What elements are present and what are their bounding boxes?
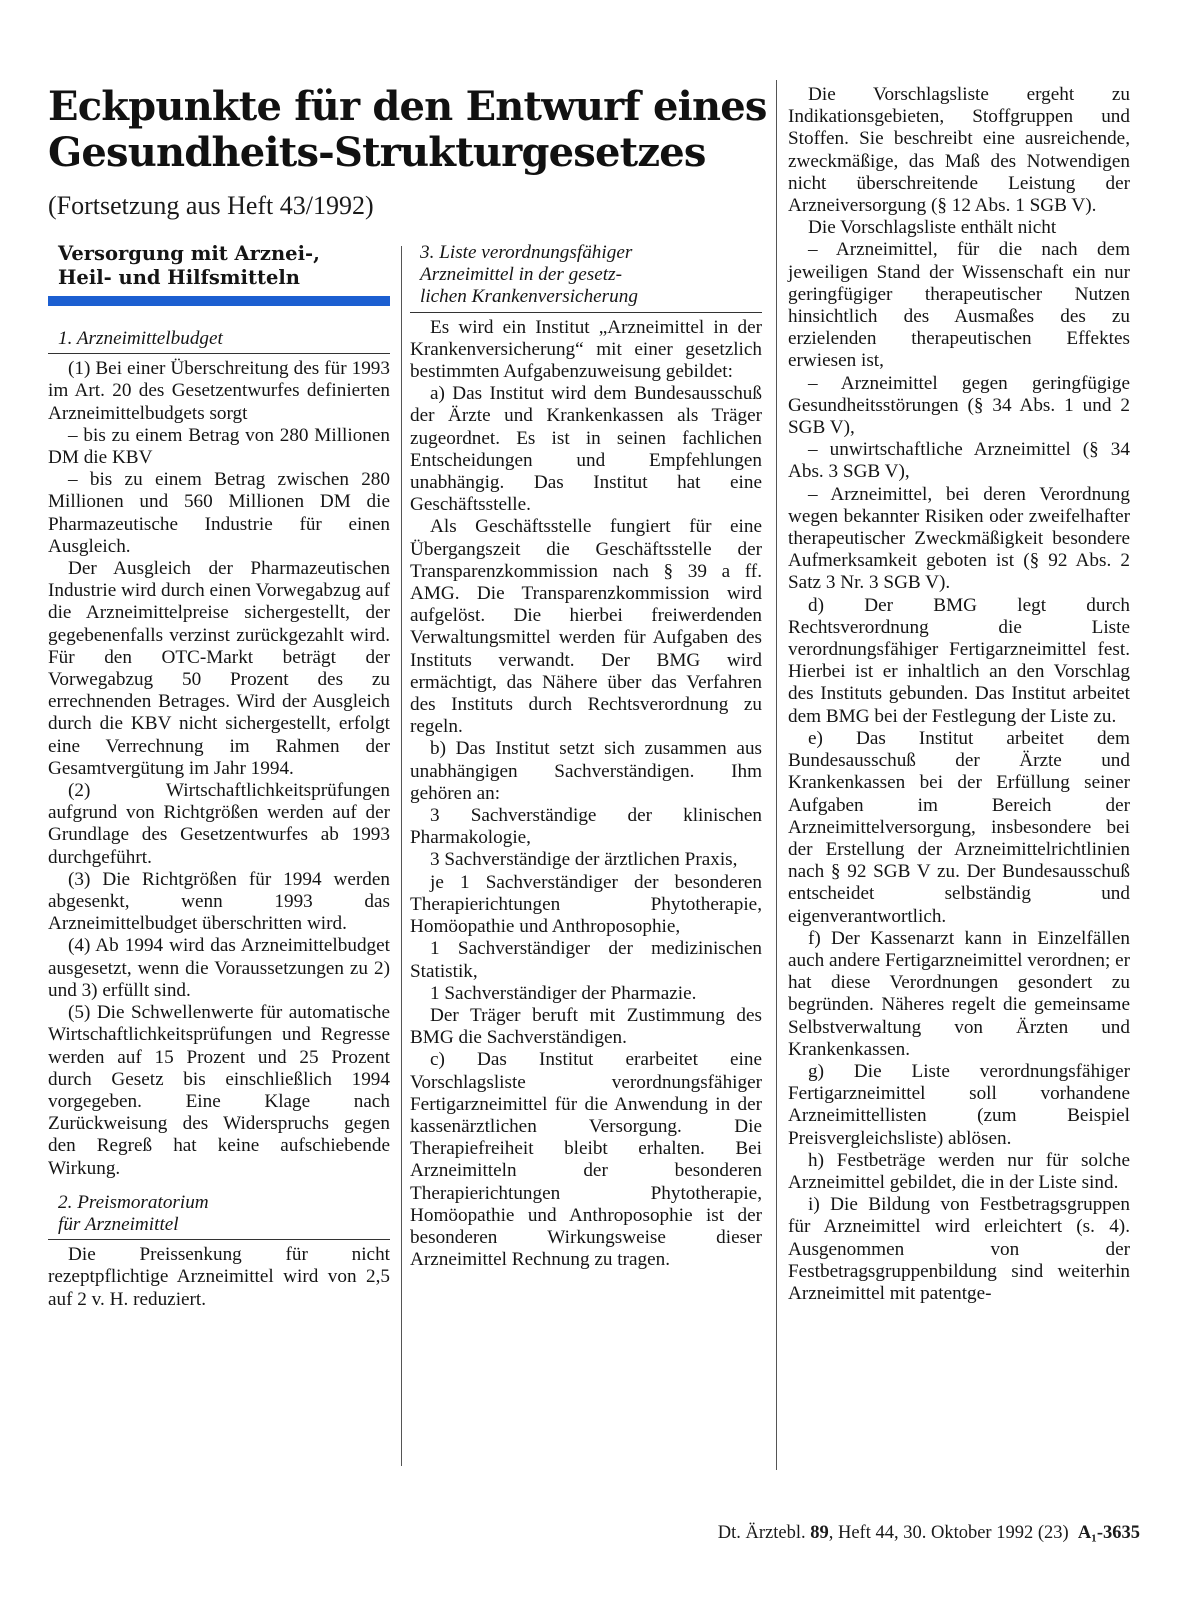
subsection-heading-preismoratorium: [48, 1192, 390, 1240]
page-footer: [620, 1522, 1140, 1544]
paragraph: 1 Sachverständiger der Pharmazie.: [430, 982, 697, 1004]
footer-journal: Dt. Ärztebl.: [717, 1523, 806, 1543]
dash-item: – Arzneimittel gegen geringfügige Gesundheitsstörungen (§ 34 Abs. 1 und 2 SGB V),: [788, 372, 1130, 439]
paragraph: Der Ausgleich der Pharmazeutischen Industrie wird durch einen Vorwegabzug auf die Arzneimittelpreise sichergestellt, der gegebenenfalls verzinst zurückgezahlt wird. Für den OTC-Markt beträgt der Vorwegabzug 50 Prozent des zu errechnenden Betrages. Wird der Ausgleich durch die KBV nicht sichergestellt, erfolgt eine Verrechnung im Rahmen der Gesamtvergütung im Jahr 1994.: [48, 558, 390, 779]
text-column-3: [788, 84, 1130, 1305]
article-subtitle: (Fortsetzung aus Heft 43/1992): [48, 191, 374, 220]
text-column-2: [410, 242, 762, 1271]
paragraph: e) Das Institut arbeitet dem Bundesausschuß der Ärzte und Krankenkassen bei der Erfüllung seiner Aufgaben im Bereich der Arzneimittelversorgung, insbesondere bei der Erstellung der Arzneimittelrichtlinien nach § 92 SGB V zu. Der Bundesausschuß entscheidet selbständig und eigenverantwortlich.: [788, 727, 1130, 927]
section-heading-line-2: Heil- und Hilfsmitteln: [58, 266, 300, 289]
paragraph: f) Der Kassenarzt kann in Einzelfällen auch andere Fertigarzneimittel verordnen; er hat diese Verordnungen gesondert zu begründen. Näheres regelt die gemeinsame Selbstverwaltung von Ärzten und Krankenkassen.: [788, 927, 1131, 1060]
paragraph: (1) Bei einer Überschreitung des für 1993 im Art. 20 des Gesetzentwurfes definierten Arzneimittelbudgets sorgt: [48, 358, 390, 424]
text-column-1: [48, 240, 390, 1311]
paragraph: a) Das Institut wird dem Bundesausschuß der Ärzte und Krankenkassen als Träger zugeordnet. Es ist in seinen fachlichen Entscheidungen und Empfehlungen unabhängig. Das Institut hat eine Geschäftsstelle.: [410, 383, 762, 516]
section-heading-line-1: Versorgung mit Arznei-,: [58, 242, 320, 265]
paragraph: 3 Sachverständige der klinischen Pharmakologie,: [410, 805, 762, 849]
footer-page-number: A₁-3635: [1077, 1523, 1140, 1543]
paragraph: 3 Sachverständige der ärztlichen Praxis,: [430, 849, 738, 871]
paragraph: g) Die Liste verordnungsfähiger Fertigarzneimittel soll vorhandene Arzneimittellisten (zum Beispiel Preisvergleichsliste) ablösen.: [788, 1060, 1130, 1149]
paragraph: je 1 Sachverständiger der besonderen Therapierichtungen Phytotherapie, Homöopathie und Anthroposophie,: [410, 871, 762, 938]
paragraph: Es wird ein Institut „Arzneimittel in der Krankenversicherung“ mit einer gesetzlich bestimmten Aufgabenzuweisung gebildet:: [410, 316, 762, 383]
dash-item: – Arzneimittel, für die nach dem jeweiligen Stand der Wissenschaft ein nur geringfügiger therapeutischer Nutzen hinsichtlich des Ausmaßes des zu erzielenden therapeutischen Effektes erwiesen ist,: [788, 239, 1130, 372]
dash-item: – Arzneimittel, bei deren Verordnung wegen bekannter Risiken oder zweifelhafter therapeutischer Zweckmäßigkeit besondere Aufmerksamkeit geboten ist (§ 92 Abs. 2 Satz 3 Nr. 3 SGB V).: [788, 483, 1130, 594]
footer-volume: 89: [810, 1523, 829, 1543]
subsection-heading-line: für Arzneimittel: [58, 1213, 179, 1235]
dash-item: – bis zu einem Betrag zwischen 280 Millionen und 560 Millionen DM die Pharmazeutische Industrie für einen Ausgleich.: [48, 469, 390, 557]
subsection-heading-line: 3. Liste verordnungsfähiger: [420, 242, 633, 263]
paragraph: Die Preissenkung für nicht rezeptpflichtige Arzneimittel wird von 2,5 auf 2 v. H. reduziert.: [48, 1244, 390, 1310]
dash-item: – bis zu einem Betrag von 280 Millionen DM die KBV: [48, 424, 390, 469]
dash-item: – unwirtschaftliche Arzneimittel (§ 34 Abs. 3 SGB V),: [788, 439, 1130, 483]
paragraph: 1 Sachverständiger der medizinischen Statistik,: [410, 938, 762, 982]
paragraph: Als Geschäftsstelle fungiert für eine Übergangszeit die Geschäftsstelle der Transparenzkommission nach § 39 a ff. AMG. Die Transparenzkommission wird aufgelöst. Die hierbei freiwerdenden Verwaltungsmittel werden für Aufgaben des Instituts verwandt. Der BMG wird ermächtigt, das Nähere über das Verfahren des Instituts durch Rechtsverordnung zu regeln.: [410, 516, 762, 738]
footer-issue-date: , Heft 44, 30. Oktober 1992 (23): [828, 1523, 1069, 1543]
paragraph: c) Das Institut erarbeitet eine Vorschlagsliste verordnungsfähiger Fertigarzneimittel für die Anwendung in der kassenärztlichen Versorgung. Die Therapiefreiheit bleibt erhalten. Bei Arzneimitteln der besonderen Therapierichtungen Phytotherapie, Homöopathie und Anthroposophie ist der besonderen Wirkungsweise dieser Arzneimittel Rechnung zu tragen.: [410, 1049, 762, 1271]
article-title: [48, 84, 768, 176]
subsection-heading-arzneimittelbudget: 1. Arzneimittelbudget: [48, 328, 390, 354]
subsection-heading-line: lichen Krankenversicherung: [420, 286, 638, 308]
section-heading: [48, 242, 390, 290]
paragraph: (5) Die Schwellenwerte für automatische Wirtschaftlichkeitsprüfungen und Regresse werden auf 15 Prozent und 25 Prozent durch Gesetz bis einschließlich 1994 vorgegeben. Eine Klage nach Zurückweisung des Widerspruchs gegen den Regreß hat keine aufschiebende Wirkung.: [48, 1002, 390, 1179]
paragraph: i) Die Bildung von Festbetragsgruppen für Arzneimittel wird erleichtert (s. 4). Ausgenommen von der Festbetragsgruppenbildung sind weiterhin Arzneimittel mit patentge-: [788, 1194, 1130, 1304]
paragraph: b) Das Institut setzt sich zusammen aus unabhängigen Sachverständigen. Ihm gehören an:: [410, 738, 762, 804]
subsection-heading-line: Arzneimittel in der gesetz-: [420, 264, 622, 286]
title-line-2: Gesundheits-Strukturgesetzes: [48, 129, 706, 176]
column-divider-2: [776, 80, 777, 1470]
paragraph: Die Vorschlagsliste enthält nicht: [808, 217, 1057, 239]
paragraph: (3) Die Richtgrößen für 1994 werden abgesenkt, wenn 1993 das Arzneimittelbudget überschritten wird.: [48, 868, 390, 935]
paragraph: (4) Ab 1994 wird das Arzneimittelbudget ausgesetzt, wenn die Voraussetzungen zu 2) und 3) erfüllt sind.: [48, 935, 390, 1001]
paragraph: (2) Wirtschaftlichkeitsprüfungen aufgrund von Richtgrößen werden auf der Grundlage des Gesetzentwurfes ab 1993 durchgeführt.: [48, 780, 390, 868]
paragraph: d) Der BMG legt durch Rechtsverordnung die Liste verordnungsfähiger Fertigarzneimittel fest. Hierbei ist er inhaltlich an den Vorschlag des Instituts gebunden. Das Institut arbeitet dem BMG bei der Festlegung der Liste zu.: [788, 594, 1130, 727]
section-accent-bar: [48, 296, 390, 306]
subsection-heading-line: 2. Preismoratorium: [58, 1191, 209, 1213]
subsection-heading-liste: [410, 242, 762, 313]
paragraph: h) Festbeträge werden nur für solche Arzneimittel gebildet, die in der Liste sind.: [788, 1149, 1130, 1193]
title-line-1: Eckpunkte für den Entwurf eines: [48, 83, 767, 130]
column-divider-1: [401, 246, 402, 1466]
paragraph: Die Vorschlagsliste ergeht zu Indikationsgebieten, Stoffgruppen und Stoffen. Sie beschreibt eine ausreichende, zweckmäßige, das Maß des Notwendigen nicht überschreitende Leistung der Arzneiversorgung (§ 12 Abs. 1 SGB V).: [788, 84, 1130, 217]
paragraph: Der Träger beruft mit Zustimmung des BMG die Sachverständigen.: [410, 1004, 762, 1049]
